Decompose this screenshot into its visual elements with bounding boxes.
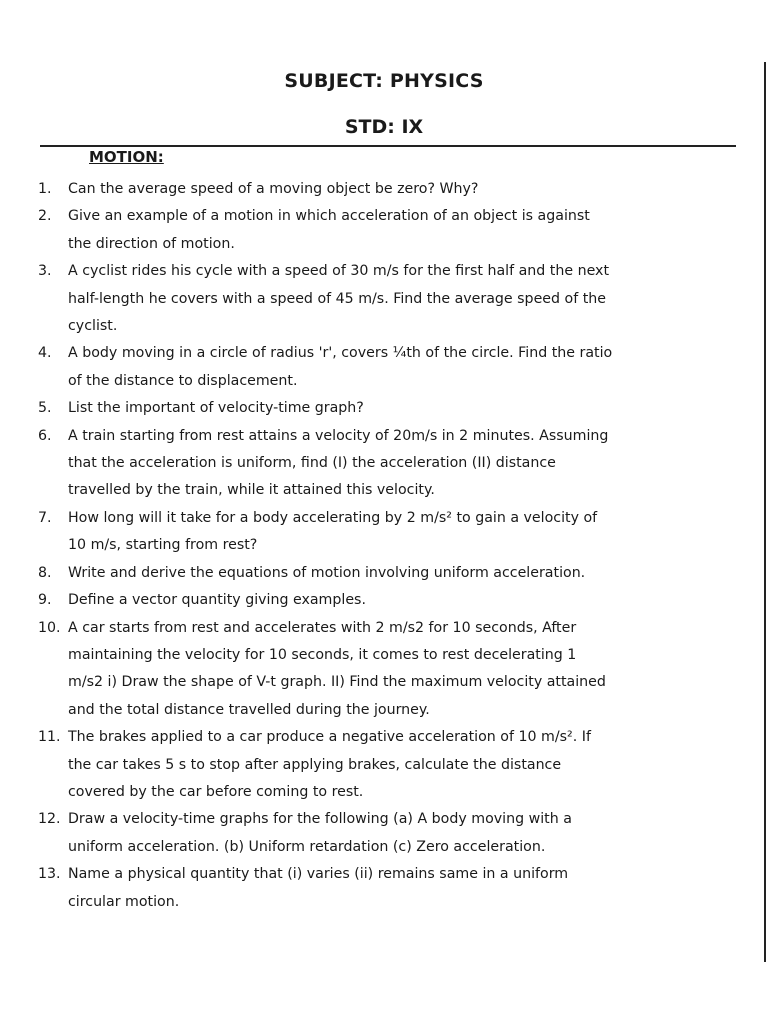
question-item [38,724,738,806]
question-text [68,615,738,725]
question-text [68,724,738,806]
question-item [38,505,738,560]
question-item [38,258,738,340]
question-text-line: Draw a velocity-time graphs for the following (a) A body moving with a [68,811,572,828]
question-text-line: of the distance to displacement. [68,372,298,389]
question-item [38,615,738,725]
question-text-line: and the total distance travelled during the journey. [68,701,430,718]
question-item [38,560,738,587]
question-text [68,176,738,203]
question-text-line: maintaining the velocity for 10 seconds, it comes to rest decelerating 1 [68,646,577,663]
question-number: 12. [38,811,61,828]
question-text [68,258,738,340]
question-text [68,395,738,422]
question-text-line: the direction of motion. [68,235,235,252]
question-item [38,203,738,258]
question-text-line: A train starting from rest attains a velocity of 20m/s in 2 minutes. Assuming [68,427,609,444]
question-text [68,560,738,587]
standard-heading: STD: IX [344,116,424,138]
question-text-line: covered by the car before coming to rest. [68,783,364,800]
question-number: 9. [38,592,52,609]
question-number: 7. [38,509,52,526]
section-title: MOTION: [89,148,164,166]
page-right-border [764,62,766,962]
question-text-line: that the acceleration is uniform, find (I) the acceleration (II) distance [68,455,556,472]
question-text [68,505,738,560]
question-number: 1. [38,181,52,197]
question-number: 4. [38,345,52,362]
question-text-line: A cyclist rides his cycle with a speed of 30 m/s for the first half and the next [68,263,610,280]
question-text-line: Define a vector quantity giving examples. [68,592,366,609]
question-text-line: half-length he covers with a speed of 45 m/s. Find the average speed of the [68,290,607,307]
question-text-line: A body moving in a circle of radius 'r', covers ¼th of the circle. Find the ratio [68,345,613,362]
question-number: 3. [38,263,52,280]
question-text [68,806,738,861]
question-text [68,203,738,258]
question-item [38,861,738,916]
subject-heading: SUBJECT: PHYSICS [284,70,484,92]
question-number: 8. [38,564,52,581]
question-text [68,861,738,916]
question-text-line: circular motion. [68,893,180,910]
question-number: 5. [38,400,52,417]
question-text [68,340,738,395]
question-text-line: How long will it take for a body accelerating by 2 m/s² to gain a velocity of [68,509,598,526]
question-number: 6. [38,427,52,444]
question-text-line: the car takes 5 s to stop after applying brakes, calculate the distance [68,756,562,773]
question-text-line: The brakes applied to a car produce a negative acceleration of 10 m/s². If [68,729,591,746]
question-text-line: uniform acceleration. (b) Uniform retardation (c) Zero acceleration. [68,838,546,855]
question-number: 11. [38,729,61,746]
question-list [38,176,738,916]
question-number: 13. [38,866,61,883]
question-text-line: A car starts from rest and accelerates with 2 m/s2 for 10 seconds, After [68,619,577,636]
question-text-line: Can the average speed of a moving object be zero? Why? [68,181,479,197]
question-item [38,340,738,395]
question-text [68,587,738,614]
heading-divider [40,145,736,147]
question-item [38,423,738,505]
question-item [38,806,738,861]
question-item [38,176,738,203]
question-number: 2. [38,208,52,225]
question-text-line: cyclist. [68,318,118,335]
question-text-line: m/s2 i) Draw the shape of V-t graph. II) Find the maximum velocity attained [68,674,606,691]
question-item [38,395,738,422]
question-text [68,423,738,505]
question-text-line: Give an example of a motion in which acceleration of an object is against [68,208,590,225]
question-text-line: 10 m/s, starting from rest? [68,537,258,554]
question-text-line: List the important of velocity-time graph? [68,400,364,417]
question-item [38,587,738,614]
question-text-line: Write and derive the equations of motion involving uniform acceleration. [68,564,586,581]
question-text-line: travelled by the train, while it attained this velocity. [68,482,435,499]
question-text-line: Name a physical quantity that (i) varies (ii) remains same in a uniform [68,866,569,883]
question-number: 10. [38,619,61,636]
